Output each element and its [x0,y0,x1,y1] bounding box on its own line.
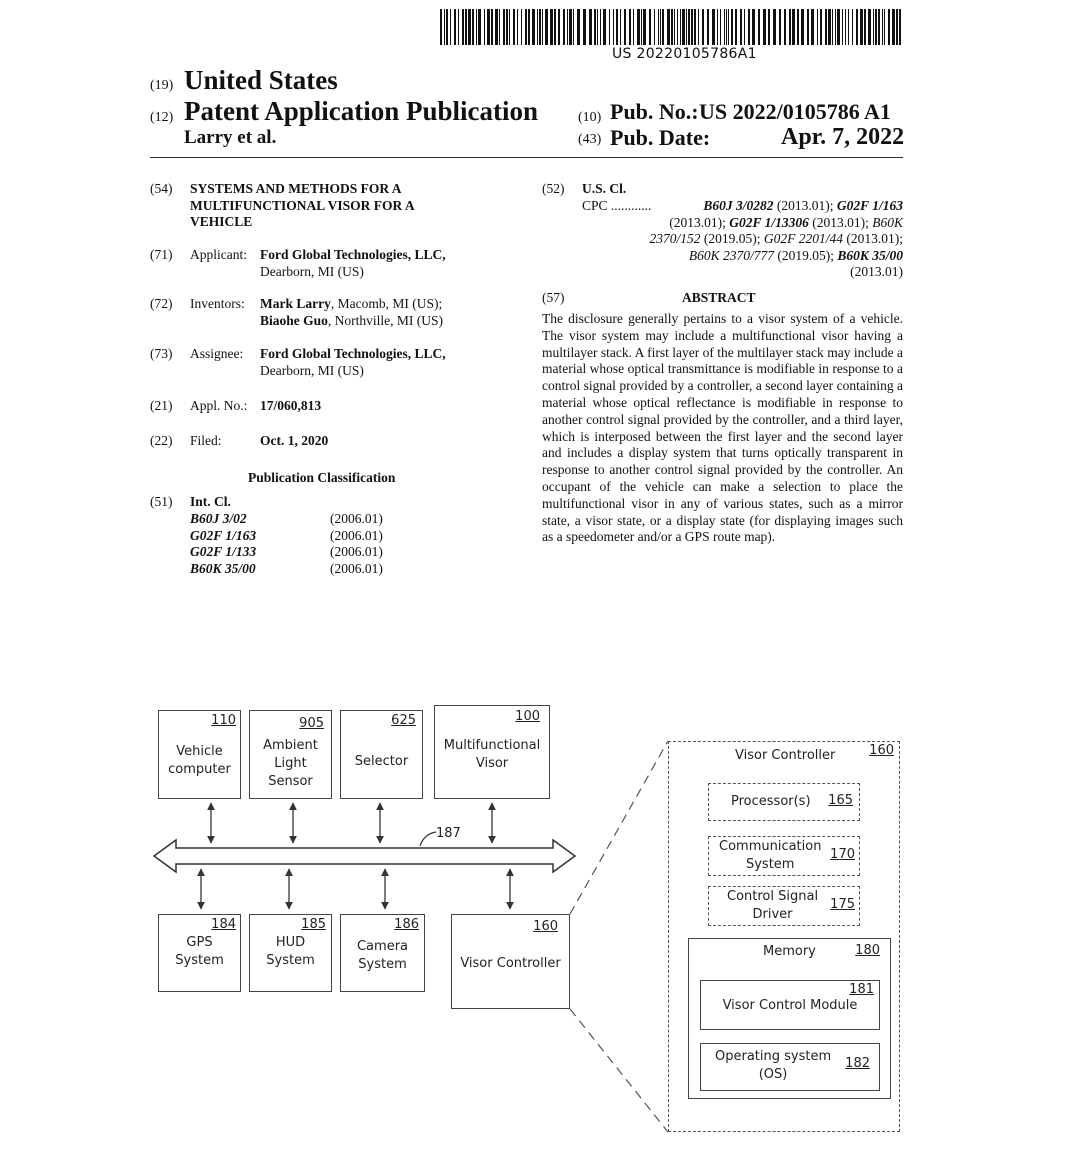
cpc-date: (2013.01); [669,214,730,230]
int-cl-version: (2006.01) [330,527,383,543]
ref-number: 182 [845,1056,870,1071]
bus-arrow [154,840,575,872]
code-22: (22) [150,433,173,448]
code-21: (21) [150,398,173,413]
box-label: Selector [354,754,409,769]
code-71: (71) [150,247,173,262]
code-12: (12) [150,110,174,125]
ref-number: 185 [301,917,326,932]
applicant-name: Ford Global Technologies, LLC, [260,247,446,262]
ref-number: 110 [211,713,236,728]
code-51: (51) [150,494,173,509]
assignee-label: Assignee: [190,346,244,361]
visor-control-module-box [700,980,880,1030]
ref-number: 165 [828,793,853,808]
cpc-date: (2019.05); [773,247,838,263]
bus-leader [420,832,436,846]
cpc-class: B60J 3/0282 [703,198,774,213]
abstract-text: The disclosure generally pertains to a visor system of a vehicle. The visor system may include a multifunctional visor having a multilayer stack. A first layer of the multilayer stack may include a material whose optical transmittance is modifiable in response to a control signal provided by a controller, a second layer containing a material whose optical reflectance is modifiable in response to another control signal provided by the controller, and a third layer, which is interposed between the first layer and the second layer and includes a display system that turns optically transparent in response to another control signal provided by the controller. An occupant of the vehicle can make a selection to place the multifunctional visor in any of various states, such as a mirror state, a visor state, or a display state (for displaying images such as a speedometer and/or a GPS route map). [542,311,903,545]
ref-number: 905 [299,716,324,731]
detail-title: Visor Controller [735,748,836,763]
inventor-short: Larry et al. [184,127,277,148]
ref-number: 625 [391,713,416,728]
cpc-class: B60K [872,214,903,230]
cpc-date: (2013.01); [773,198,837,213]
cpc-class: G02F 2201/44 [763,231,843,246]
cpc-class: B60K 35/00 [837,247,903,263]
int-cl-class: B60J 3/02 [190,511,247,526]
ref-number: 160 [533,919,558,934]
assignee-location: Dearborn, MI (US) [260,363,364,378]
title-line: MULTIFUNCTIONAL VISOR FOR A [190,197,415,213]
box-label: Multifunctional Visor [443,738,541,771]
ref-number: 180 [855,943,880,958]
box-label: Ambient Light Sensor [263,738,318,789]
zoom-line [570,741,668,914]
processors-box [708,783,860,821]
int-cl-label: Int. Cl. [190,494,231,509]
ref-number: 175 [830,897,855,912]
title-line: VEHICLE [190,214,253,229]
ref-number: 100 [515,709,540,724]
cpc-date: (2013.01); [843,231,903,246]
ref-number: 170 [830,847,855,862]
cpc-class: 2370/152 [649,231,701,246]
inventor-1-location: , Macomb, MI (US); [330,296,443,311]
ref-number: 181 [849,982,874,997]
communication-system-box [708,836,860,876]
int-cl-version: (2006.01) [330,544,383,559]
appl-no: 17/060,813 [260,398,322,413]
pub-date-label: Pub. Date: [610,125,711,150]
ref-number: 184 [211,917,236,932]
cpc-line-5: (2013.01) [850,264,903,279]
ref-number: 186 [394,917,419,932]
applicant-location: Dearborn, MI (US) [260,264,364,279]
inventor-1-name: Mark Larry [260,296,331,311]
cpc-class: B60K 2370/777 [688,247,774,263]
code-73: (73) [150,346,173,361]
camera-system-box [340,914,425,992]
cpc-date: (2013.01); [808,214,873,230]
int-cl-class: B60K 35/00 [190,560,256,576]
box-label: Visor Control Module [722,998,858,1013]
int-cl-version: (2006.01) [330,511,383,526]
box-label: Vehicle computer [168,744,231,777]
inventor-2-location: , Northville, MI (US) [327,313,444,328]
pub-no-label: Pub. No.: [610,99,699,124]
ambient-light-sensor-box [249,710,332,799]
gps-system-box [158,914,241,992]
pub-class-heading: Publication Classification [248,470,396,485]
code-52: (52) [542,181,565,196]
code-72: (72) [150,296,173,311]
pub-date: Apr. 7, 2022 [781,124,905,150]
pub-no: US 2022/0105786 A1 [699,99,891,124]
cpc-class: G02F 1/13306 [729,214,809,230]
box-label: Control Signal Driver [727,889,819,922]
box-label: Processor(s) [731,794,811,809]
box-label: HUD System [266,935,315,968]
code-19: (19) [150,78,174,93]
ref-number: 160 [869,743,894,758]
cpc-prefix: CPC ............ [582,198,652,213]
vehicle-computer-box [158,710,241,799]
box-label: Operating system (OS) [715,1049,832,1082]
int-cl-class: G02F 1/163 [190,527,257,543]
multifunctional-visor-box [434,705,550,799]
box-label: Camera System [356,939,409,972]
inventor-2-name: Biaohe Guo [260,313,328,328]
bus-label: 187 [436,826,461,841]
title-line: SYSTEMS AND METHODS FOR A [190,181,402,196]
box-label: Visor Controller [460,956,561,971]
hud-system-box [249,914,332,992]
visor-controller-box [451,914,570,1009]
applicant-label: Applicant: [190,247,247,262]
filed-label: Filed: [190,433,222,448]
zoom-line [570,1009,668,1132]
us-cl-label: U.S. Cl. [582,181,627,196]
box-label: GPS System [175,935,224,968]
inventors-label: Inventors: [190,296,245,311]
assignee-name: Ford Global Technologies, LLC, [260,346,446,361]
appl-no-label: Appl. No.: [190,398,248,413]
country: United States [184,65,338,95]
control-signal-driver-box [708,886,860,926]
box-label: Communication System [719,839,822,872]
code-43: (43) [578,132,602,147]
cpc-date: (2019.05); [700,231,764,246]
abstract-heading: ABSTRACT [682,290,756,305]
operating-system-box [700,1043,880,1091]
barcode-number: US 20220105786A1 [612,46,757,62]
selector-box [340,710,423,799]
code-57: (57) [542,290,565,305]
publication-type: Patent Application Publication [184,96,539,126]
code-10: (10) [578,110,602,125]
cpc-class: G02F 1/163 [836,198,903,213]
int-cl-class: G02F 1/133 [190,544,257,559]
int-cl-version: (2006.01) [330,560,383,576]
code-54: (54) [150,181,173,196]
filed-date: Oct. 1, 2020 [260,433,329,448]
memory-title: Memory [763,944,816,959]
